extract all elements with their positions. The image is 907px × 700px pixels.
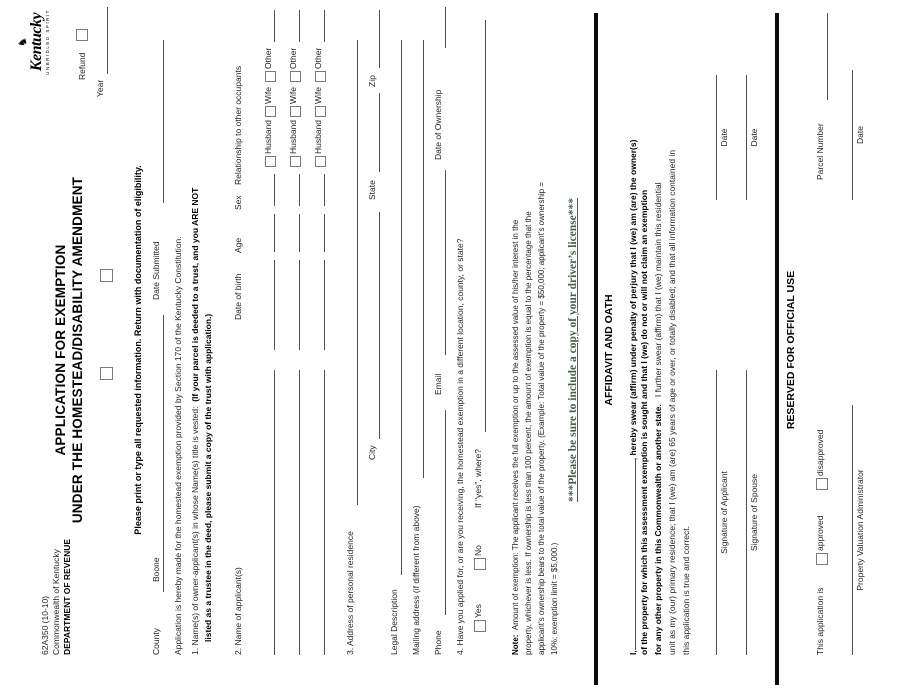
signature-applicant-date-line[interactable] xyxy=(704,75,717,200)
note-line4: 10%; exemption limit = $5,000.) xyxy=(550,542,559,655)
horse-icon: ♞ xyxy=(16,35,30,49)
county-label: County xyxy=(151,628,161,655)
affidavit-line3 xyxy=(653,182,664,655)
other-label-row2: Other xyxy=(288,47,298,69)
note-label: Note: xyxy=(511,634,520,655)
husband-checkbox-row2[interactable] xyxy=(290,156,301,167)
pva-signature-line[interactable] xyxy=(840,405,853,655)
wife-checkbox-row3[interactable] xyxy=(315,106,326,117)
pva-label: Property Valuation Administrator xyxy=(855,469,865,591)
item1-lead: 1. Name(s) of owner-applicant(s) in whose Name(s) title is vested: xyxy=(190,406,200,655)
applicant-name-line-2[interactable] xyxy=(287,370,300,655)
zip-label: Zip xyxy=(367,75,377,87)
husband-checkbox-row1[interactable] xyxy=(265,156,276,167)
affidavit-line1-text: , hereby swear (affirm) under penalty of perjury that I (we) am (are) the owner(s) xyxy=(628,139,638,461)
item1-line2: listed as a trustee in the deed, please submit a copy of the trust with application.) xyxy=(203,313,213,642)
age-line-1[interactable] xyxy=(262,214,275,252)
item2-sex-header: Sex xyxy=(233,195,243,210)
exemption-type-checkbox-1[interactable] xyxy=(100,367,113,380)
year-label: Year xyxy=(95,79,105,97)
form-title-line2: UNDER THE HOMESTEAD/DISABILITY AMENDMENT xyxy=(70,176,85,524)
other-specify-line-2[interactable] xyxy=(287,10,300,42)
no-label: No xyxy=(473,545,483,556)
affidavit-name-blank[interactable] xyxy=(625,460,636,650)
signature-spouse-line[interactable] xyxy=(734,370,747,655)
affidavit-line3-bold: for any other property in this Commonwealth or another state. xyxy=(653,404,663,655)
pva-date-line[interactable] xyxy=(840,70,853,200)
item2-age-header: Age xyxy=(233,237,243,253)
signature-spouse-date-line[interactable] xyxy=(734,75,747,200)
date-submitted-field-line[interactable] xyxy=(151,40,164,203)
refund-label: Refund xyxy=(77,52,87,80)
other-specify-line-1[interactable] xyxy=(262,10,275,42)
mailing-address-label: Mailing address (if different from above) xyxy=(411,505,421,655)
sex-line-3[interactable] xyxy=(312,174,325,206)
form-title-line1: APPLICATION FOR EXEMPTION xyxy=(53,244,68,456)
affidavit-line2: of the property for which this assessment exemption is sought and that I (we) do not or will not claim an exemption xyxy=(639,189,649,655)
phone-line[interactable] xyxy=(433,410,446,615)
kentucky-logo-tagline: UNBRIDLED SPIRIT xyxy=(45,9,50,75)
official-use-heading: RESERVED FOR OFFICIAL USE xyxy=(785,270,797,430)
parcel-number-line[interactable] xyxy=(815,13,828,100)
other-checkbox-row2[interactable] xyxy=(290,71,301,82)
state-label: State xyxy=(367,180,377,200)
dob-line-2[interactable] xyxy=(287,260,300,350)
disapproved-checkbox[interactable] xyxy=(816,478,828,490)
applicant-name-line-3[interactable] xyxy=(312,370,325,655)
date-submitted-label: Date Submitted xyxy=(151,241,161,300)
item2-dob-header: Date of birth xyxy=(233,273,243,320)
application-is-label: This application is xyxy=(815,587,825,655)
item1-bold1: (If your parcel is deeded to a trust, and you ARE NOT xyxy=(190,187,200,402)
zip-line[interactable] xyxy=(367,10,380,68)
signature-applicant-date-label: Date xyxy=(719,128,729,147)
wife-label-row3: Wife xyxy=(313,87,323,104)
affidavit-line1 xyxy=(625,140,639,655)
county-value: Boone xyxy=(151,557,161,582)
other-label-row3: Other xyxy=(313,47,323,69)
sex-line-2[interactable] xyxy=(287,174,300,206)
sex-line-1[interactable] xyxy=(262,174,275,206)
year-field-line[interactable] xyxy=(95,7,108,74)
affidavit-heading: AFFIDAVIT AND OATH xyxy=(603,294,615,406)
pva-date-label: Date xyxy=(855,126,865,144)
legal-description-line[interactable] xyxy=(389,40,402,575)
dob-line-1[interactable] xyxy=(262,260,275,350)
phone-label: Phone xyxy=(433,630,443,655)
city-label: City xyxy=(367,445,377,460)
kentucky-logo xyxy=(18,0,51,84)
county-field-line[interactable] xyxy=(151,315,164,592)
section-divider-rule-1 xyxy=(594,13,598,685)
parcel-number-label: Parcel Number xyxy=(815,123,825,180)
item1-line1 xyxy=(190,188,201,655)
other-label-row1: Other xyxy=(263,47,273,69)
affidavit-line5: this application is true and correct. xyxy=(681,526,691,655)
affidavit-line3-regular: I further swear (affirm) that I (we) maintain this residential xyxy=(653,182,663,398)
commonwealth-label: Commonwealth of Kentucky xyxy=(51,549,61,655)
dob-line-3[interactable] xyxy=(312,260,325,350)
approved-checkbox[interactable] xyxy=(816,553,828,565)
intro-sentence: Application is hereby made for the homestead exemption provided by Section 170 of the Kentucky Constitution. xyxy=(173,236,183,655)
signature-applicant-line[interactable] xyxy=(704,370,717,655)
where-line[interactable] xyxy=(473,20,486,432)
email-line[interactable] xyxy=(433,170,446,355)
affidavit-line4: unit as my (our) primary residence; that I (we) am (are) 65 years of age or over, or totally disabled; and that all information contained in xyxy=(667,149,677,655)
wife-checkbox-row1[interactable] xyxy=(265,106,276,117)
husband-checkbox-row3[interactable] xyxy=(315,156,326,167)
drivers-license-notice: ***Please be sure to include a copy of your driver’s license*** xyxy=(567,197,579,503)
department-label: DEPARTMENT OF REVENUE xyxy=(62,538,72,655)
yes-label: Yes xyxy=(473,604,483,618)
address-line[interactable] xyxy=(345,40,358,505)
no-checkbox[interactable] xyxy=(474,558,486,570)
note-line1-text: Amount of exemption: The applicant receives the full exemption or up to the assessed value of his/her interest in the xyxy=(511,219,520,631)
mailing-address-line[interactable] xyxy=(411,40,424,478)
disapproved-label: disapproved xyxy=(815,429,825,476)
age-line-2[interactable] xyxy=(287,214,300,252)
ownership-date-line[interactable] xyxy=(433,7,446,48)
legal-description-label: Legal Description xyxy=(389,589,399,655)
wife-label-row1: Wife xyxy=(263,87,273,104)
instruction-line: Please print or type all requested information. Return with documentation of eligibility. xyxy=(133,165,143,535)
other-checkbox-row3[interactable] xyxy=(315,71,326,82)
exemption-type-checkbox-2[interactable] xyxy=(100,269,113,282)
signature-spouse-label: Signature of Spouse xyxy=(749,473,759,552)
age-line-3[interactable] xyxy=(312,214,325,252)
item2-name-header: 2. Name of applicant(s) xyxy=(233,567,243,655)
note-line2: property, whichever is less. If ownership is less than 100 percent, the amount of exemption is equal to the percentage that the xyxy=(524,211,533,655)
wife-label-row2: Wife xyxy=(288,87,298,104)
item3-address-label: 3. Address of personal residence xyxy=(345,531,355,655)
state-line[interactable] xyxy=(367,93,380,172)
note-line3: applicant’s ownership bears to the total value of the property. (Example: Total value of the property = $50,000; applicant’s ownership = xyxy=(537,181,546,655)
item4-question: 4. Have you applied for, or are you receiving, the homestead exemption in a different location, county, or state? xyxy=(455,238,465,655)
signature-spouse-date-label: Date xyxy=(749,128,759,147)
signature-applicant-label: Signature of Applicant xyxy=(719,471,729,554)
other-specify-line-3[interactable] xyxy=(312,10,325,42)
husband-label-row2: Husband xyxy=(288,119,298,154)
email-label: Email xyxy=(433,373,443,395)
kentucky-logo-wordmark: Kentucky xyxy=(28,12,45,72)
husband-label-row3: Husband xyxy=(313,119,323,154)
note-line1 xyxy=(510,220,521,655)
wife-checkbox-row2[interactable] xyxy=(290,106,301,117)
yes-checkbox[interactable] xyxy=(474,620,486,632)
applicant-name-line-1[interactable] xyxy=(262,370,275,655)
section-divider-rule-2 xyxy=(775,13,779,685)
item2-relationship-header: Relationship to other occupants xyxy=(233,65,243,185)
form-number: 62A350 (10-10) xyxy=(40,595,50,655)
other-checkbox-row1[interactable] xyxy=(265,71,276,82)
ownership-date-label: Date of Ownership xyxy=(433,89,443,160)
husband-label-row1: Husband xyxy=(263,119,273,154)
affidavit-i-label: I, xyxy=(628,650,638,655)
approved-label: approved xyxy=(815,515,825,551)
city-line[interactable] xyxy=(367,212,380,439)
if-yes-where-label: If "yes", where? xyxy=(473,449,483,508)
